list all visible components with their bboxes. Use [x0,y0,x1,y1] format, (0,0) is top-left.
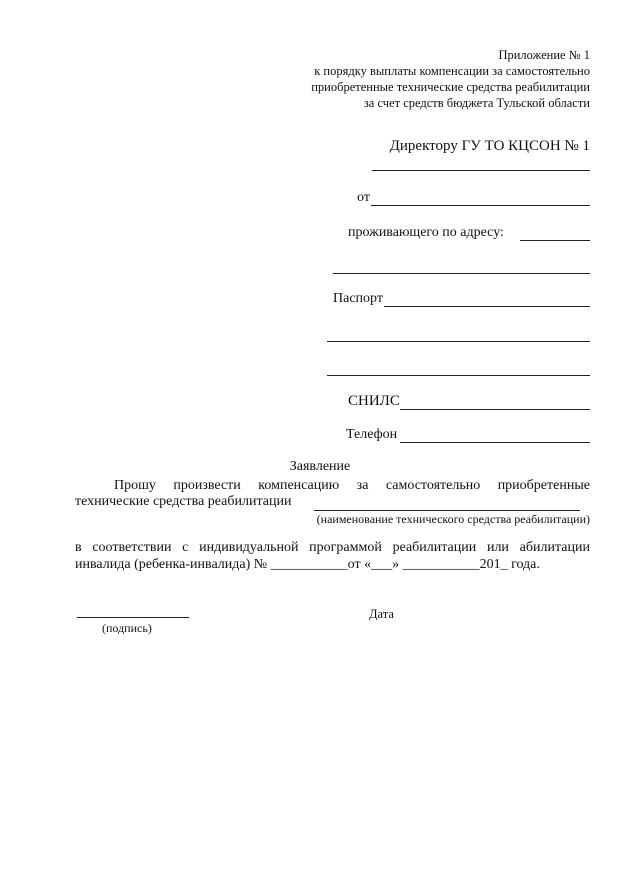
address-blank-line-2[interactable] [333,273,590,274]
statement-word: произвести [173,478,241,493]
device-name-blank-line[interactable] [314,510,580,511]
statement-word: компенсацию [258,478,340,493]
snils-blank-line[interactable] [400,409,590,410]
ipr-word: индивидуальной [199,540,299,555]
signature-blank-line[interactable] [77,617,189,618]
statement-word: приобретенные [497,478,590,493]
address-blank-line[interactable] [520,240,590,241]
statement-word: Прошу [114,478,156,493]
ipr-word: с [182,540,189,555]
ipr-word: соответствии [92,540,172,555]
date-label: Дата [369,607,394,621]
ipr-word: или [486,540,509,555]
statement-title: Заявление [289,459,351,474]
snils-label: СНИЛС [348,393,400,409]
ipr-line-2[interactable]: инвалида (ребенка-инвалида) № ___________от «___» ___________201_ года. [75,557,540,572]
passport-blank-line-2[interactable] [327,341,590,342]
device-name-caption: (наименование технического средства реабилитации) [316,512,590,526]
passport-label: Паспорт [333,291,383,306]
ipr-word: в [75,540,82,555]
statement-word: за [356,478,369,493]
statement-line-1 [114,478,590,494]
appendix-line-4: за счет средств бюджета Тульской области [363,96,590,110]
ipr-word: абилитации [519,540,590,555]
appendix-line-2: к порядку выплаты компенсации за самостоятельно [314,64,590,78]
address-label: проживающего по адресу: [348,225,504,240]
from-label: от [357,190,370,205]
statement-word: самостоятельно [385,478,481,493]
appendix-title: Приложение № 1 [498,48,590,62]
passport-blank-line-3[interactable] [327,375,590,376]
phone-blank-line[interactable] [400,442,590,443]
director-blank-line[interactable] [372,170,590,171]
passport-blank-line[interactable] [384,306,590,307]
director-addressee: Директору ГУ ТО КЦСОН № 1 [389,138,590,154]
statement-line-2: технические средства реабилитации [75,494,292,509]
ipr-word: программой [309,540,382,555]
ipr-line-1 [75,540,590,556]
from-blank-line[interactable] [371,205,590,206]
phone-label: Телефон [346,427,398,442]
signature-caption: (подпись) [102,621,152,635]
appendix-line-3: приобретенные технические средства реабилитации [311,80,590,94]
appendix-header [311,47,590,111]
ipr-word: реабилитации [392,540,477,555]
